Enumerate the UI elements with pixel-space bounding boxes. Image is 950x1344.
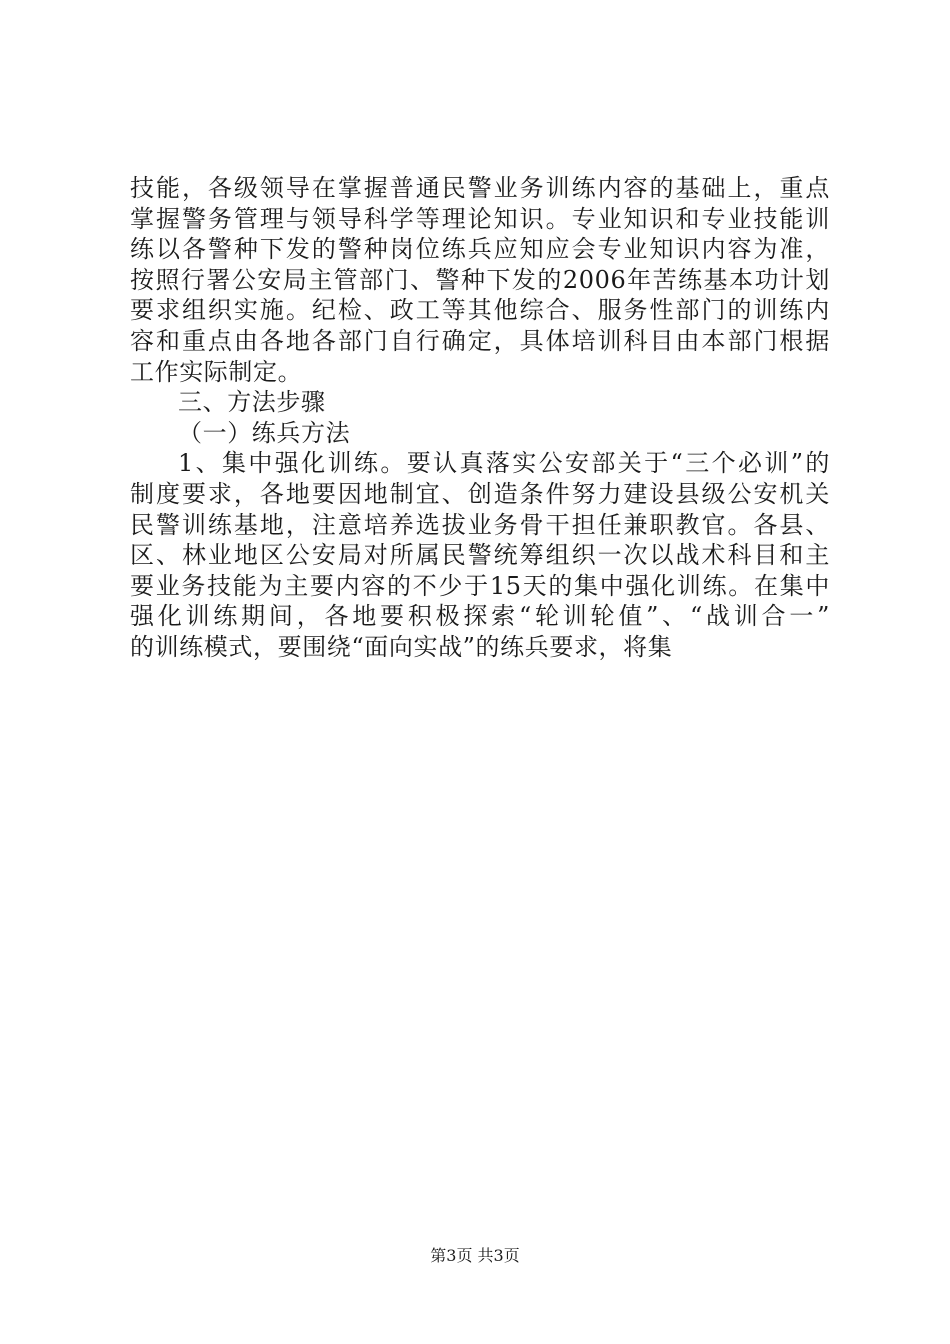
subsection-heading: （一）练兵方法 xyxy=(178,418,351,447)
text-line: 容和重点由各地各部门自行确定，具体培训科目由本部门根据 xyxy=(130,326,830,355)
paragraph-training-content xyxy=(130,173,830,387)
text-line: 技能，各级领导在掌握普通民警业务训练内容的基础上，重点 xyxy=(130,174,830,202)
text-line: 民警训练基地，注意培养选拔业务骨干担任兼职教官。各县、 xyxy=(130,510,830,539)
text-line: 练以各警种下发的警种岗位练兵应知应会专业知识内容为准， xyxy=(130,235,830,264)
text-line: 要业务技能为主要内容的不少于15天的集中强化训练。在集中 xyxy=(130,571,830,600)
text-line: 1、集中强化训练。要认真落实公安部关于“三个必训”的 xyxy=(178,449,830,478)
paragraph-intensive-training xyxy=(130,448,830,662)
text-line: 掌握警务管理与领导科学等理论知识。专业知识和专业技能训 xyxy=(130,204,830,233)
text-line: 工作实际制定。 xyxy=(130,357,303,386)
document-body xyxy=(130,173,830,663)
text-line: 制度要求，各地要因地制宜、创造条件努力建设县级公安机关 xyxy=(130,479,830,508)
page-footer: 第3页 共3页 xyxy=(430,1246,520,1265)
text-line: 区、林业地区公安局对所属民警统筹组织一次以战术科目和主 xyxy=(130,541,830,570)
text-line: 的训练模式，要围绕“面向实战”的练兵要求，将集 xyxy=(130,632,673,661)
section-heading: 三、方法步骤 xyxy=(178,388,326,417)
text-line: 强化训练期间，各地要积极探索“轮训轮值”、“战训合一” xyxy=(130,602,830,631)
text-line: 按照行署公安局主管部门、警种下发的2006年苦练基本功计划 xyxy=(130,265,830,294)
text-line: 要求组织实施。纪检、政工等其他综合、服务性部门的训练内 xyxy=(130,296,830,325)
